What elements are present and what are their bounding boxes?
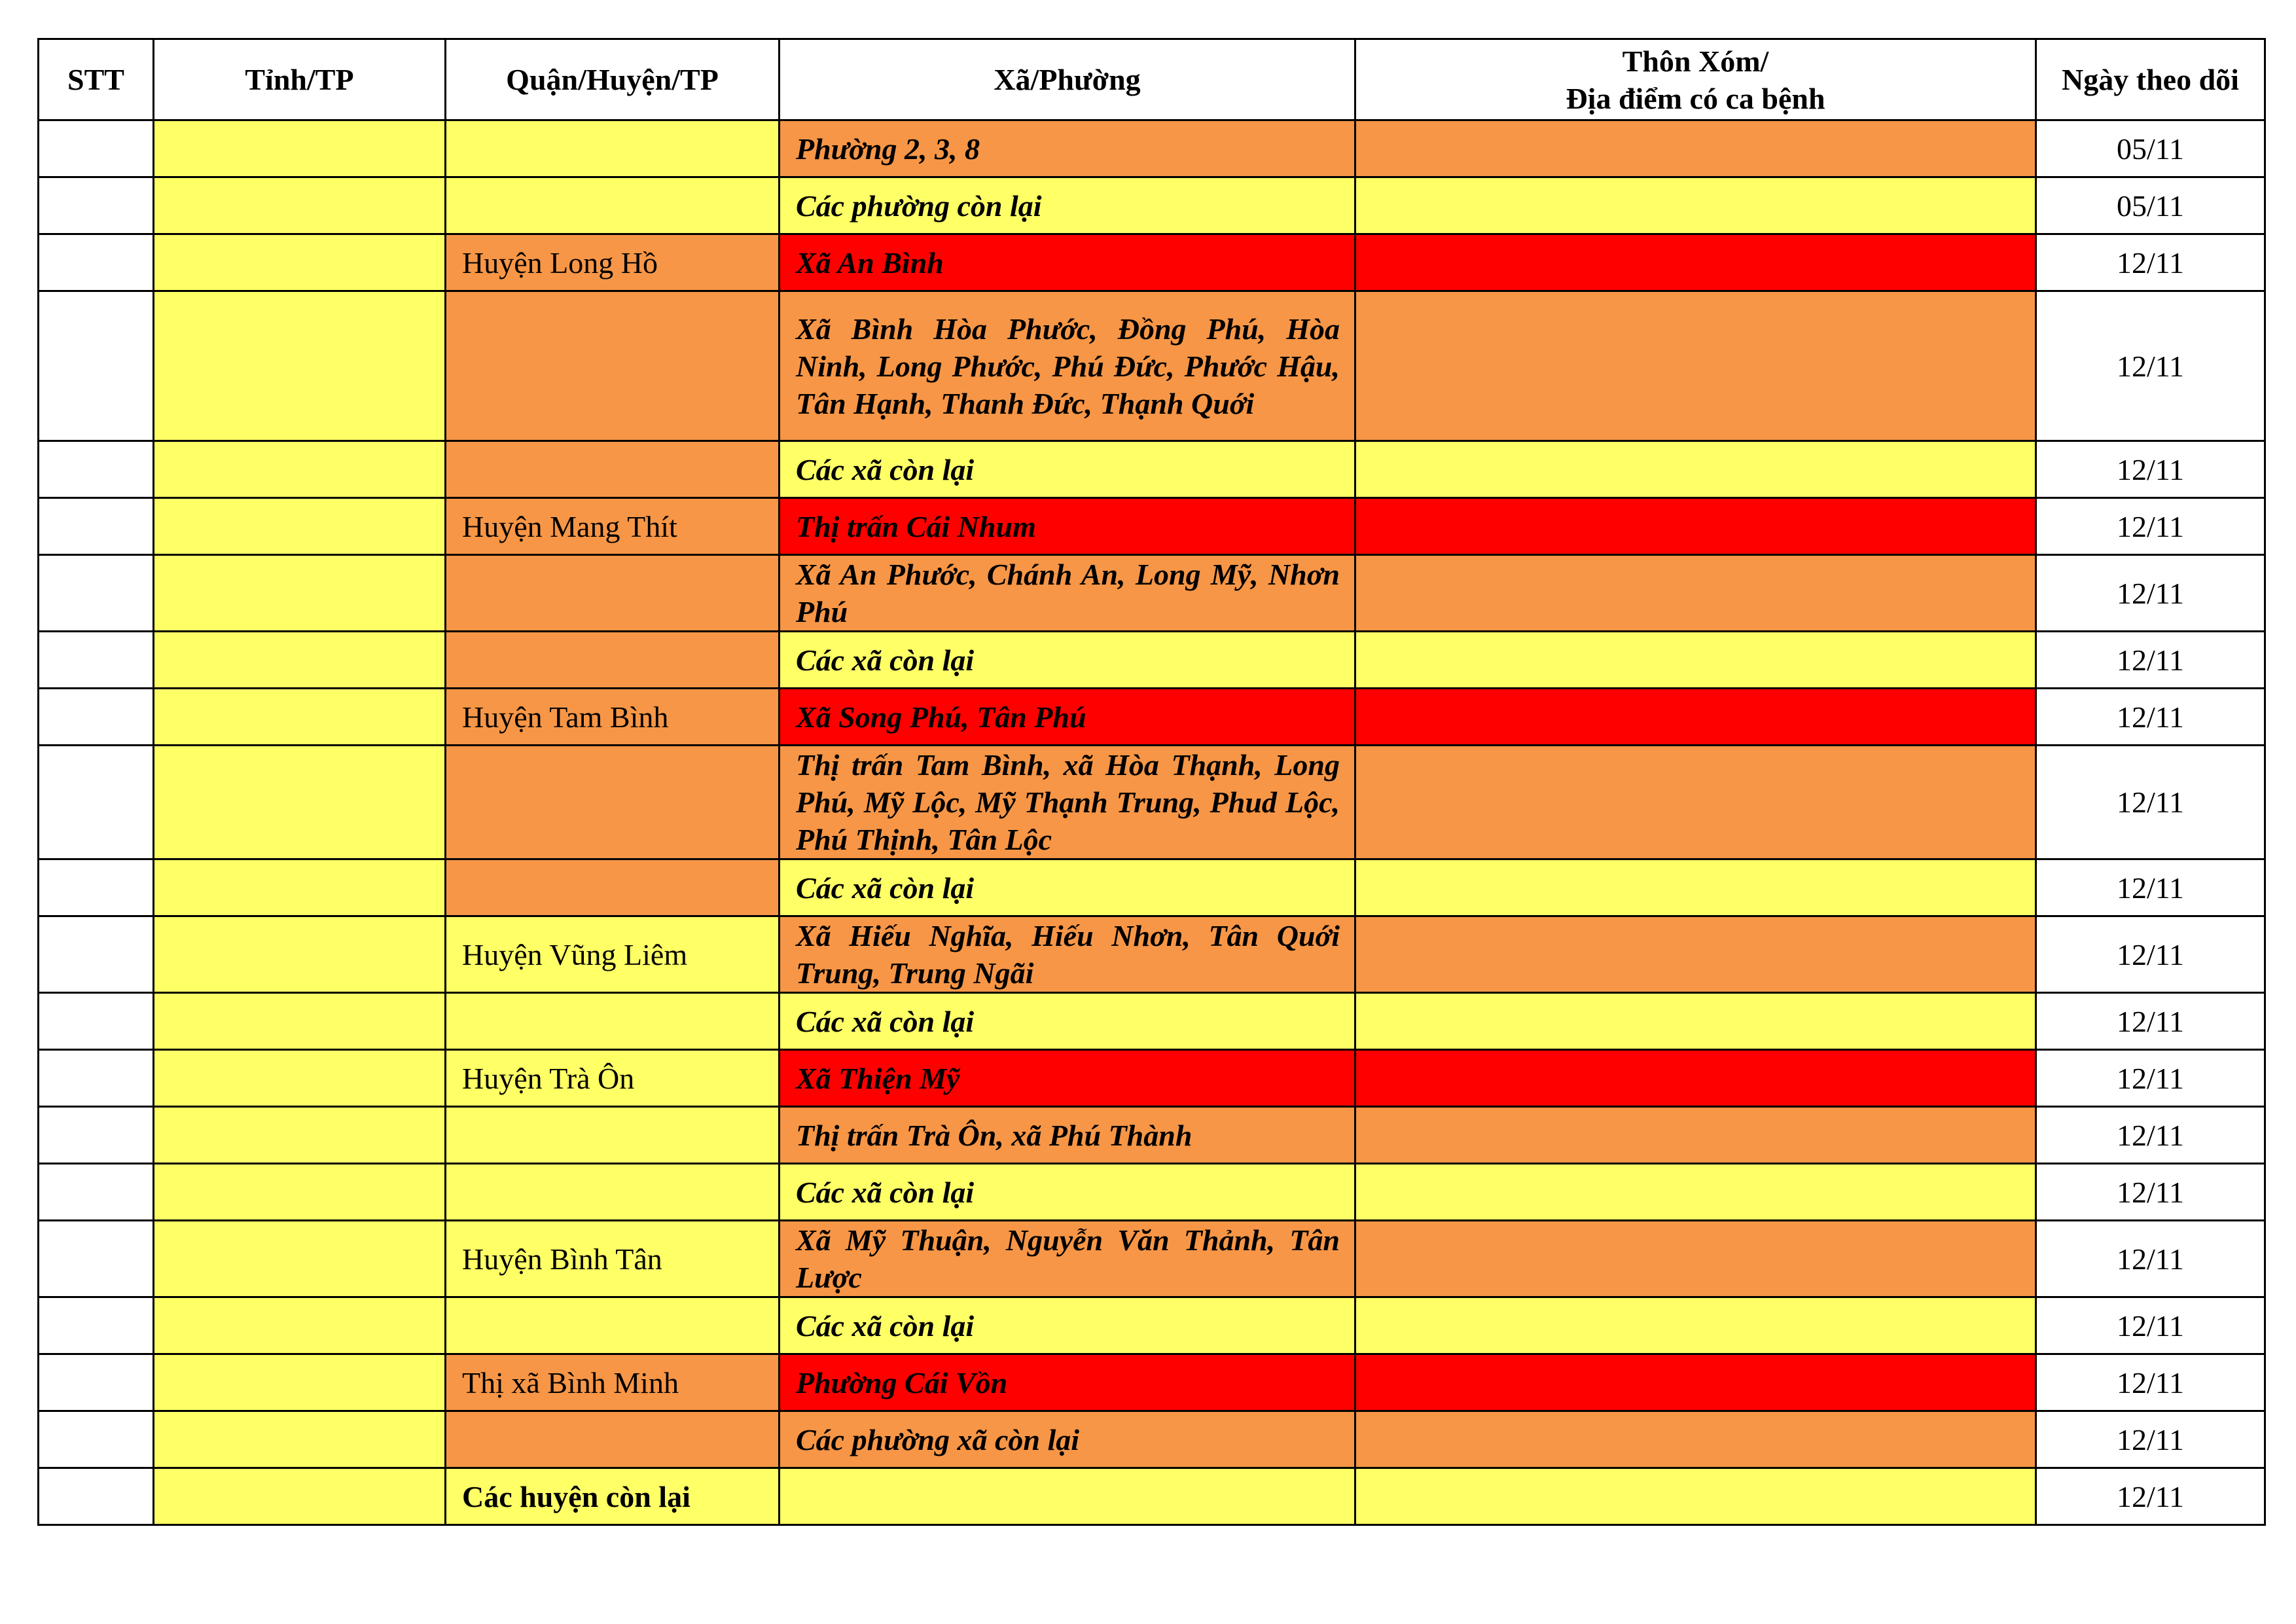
- table-row: [39, 993, 2265, 1050]
- table-row: [39, 1107, 2265, 1164]
- stt-cell: [39, 993, 154, 1050]
- stt-cell: [39, 1354, 154, 1411]
- date-cell: 12/11: [2036, 1297, 2265, 1354]
- commune-cell: Xã Thiện Mỹ: [780, 1050, 1355, 1107]
- commune-cell: Các phường còn lại: [780, 177, 1355, 234]
- header-village-line1: Thôn Xóm/: [1622, 44, 1769, 78]
- district-cell: Huyện Bình Tân: [446, 1221, 780, 1297]
- stt-cell: [39, 1297, 154, 1354]
- village-cell: [1355, 234, 2036, 291]
- province-cell: [154, 1468, 446, 1525]
- commune-cell: Phường Cái Vồn: [780, 1354, 1355, 1411]
- district-cell: Huyện Tam Bình: [446, 689, 780, 746]
- commune-cell: [780, 1468, 1355, 1525]
- table-row: [39, 1221, 2265, 1297]
- date-cell: 12/11: [2036, 1354, 2265, 1411]
- covid-zone-table: [37, 38, 2266, 1526]
- header-province: Tỉnh/TP: [154, 39, 446, 120]
- date-cell: 12/11: [2036, 1164, 2265, 1221]
- commune-cell: Thị trấn Cái Nhum: [780, 498, 1355, 555]
- village-cell: [1355, 1050, 2036, 1107]
- date-cell: 12/11: [2036, 441, 2265, 498]
- district-cell: Các huyện còn lại: [446, 1468, 780, 1525]
- district-cell: [446, 746, 780, 859]
- commune-cell: Thị trấn Tam Bình, xã Hòa Thạnh, Long Phú, Mỹ Lộc, Mỹ Thạnh Trung, Phud Lộc, Phú Thịnh, Tân Lộc: [780, 746, 1355, 859]
- district-cell: [446, 555, 780, 632]
- village-cell: [1355, 632, 2036, 689]
- district-cell: [446, 1411, 780, 1468]
- village-cell: [1355, 916, 2036, 993]
- table-row: [39, 555, 2265, 632]
- commune-cell: Phường 2, 3, 8: [780, 120, 1355, 177]
- date-cell: 12/11: [2036, 498, 2265, 555]
- table-row: [39, 1164, 2265, 1221]
- province-cell: [154, 1107, 446, 1164]
- village-cell: [1355, 1354, 2036, 1411]
- province-cell: [154, 1164, 446, 1221]
- district-cell: [446, 120, 780, 177]
- header-row: [39, 39, 2265, 120]
- province-cell: [154, 234, 446, 291]
- village-cell: [1355, 441, 2036, 498]
- stt-cell: [39, 689, 154, 746]
- village-cell: [1355, 1221, 2036, 1297]
- table-row: [39, 291, 2265, 441]
- table-body: [39, 120, 2265, 1525]
- commune-cell: Các xã còn lại: [780, 632, 1355, 689]
- table-row: [39, 234, 2265, 291]
- commune-cell: Xã An Phước, Chánh An, Long Mỹ, Nhơn Phú: [780, 555, 1355, 632]
- header-district: Quận/Huyện/TP: [446, 39, 780, 120]
- table-row: [39, 1050, 2265, 1107]
- stt-cell: [39, 291, 154, 441]
- header-commune: Xã/Phường: [780, 39, 1355, 120]
- table-row: [39, 689, 2265, 746]
- stt-cell: [39, 234, 154, 291]
- village-cell: [1355, 177, 2036, 234]
- village-cell: [1355, 1468, 2036, 1525]
- date-cell: 12/11: [2036, 993, 2265, 1050]
- stt-cell: [39, 1050, 154, 1107]
- province-cell: [154, 441, 446, 498]
- header-village: [1355, 39, 2036, 120]
- date-cell: 12/11: [2036, 1411, 2265, 1468]
- header-stt: STT: [39, 39, 154, 120]
- village-cell: [1355, 498, 2036, 555]
- table-row: [39, 1297, 2265, 1354]
- table-row: [39, 498, 2265, 555]
- province-cell: [154, 120, 446, 177]
- date-cell: 05/11: [2036, 177, 2265, 234]
- stt-cell: [39, 177, 154, 234]
- commune-cell: Xã Bình Hòa Phước, Đồng Phú, Hòa Ninh, Long Phước, Phú Đức, Phước Hậu, Tân Hạnh, Thanh Đức, Thạnh Quới: [780, 291, 1355, 441]
- province-cell: [154, 1050, 446, 1107]
- province-cell: [154, 555, 446, 632]
- commune-cell: Các xã còn lại: [780, 1297, 1355, 1354]
- district-cell: [446, 859, 780, 916]
- province-cell: [154, 1221, 446, 1297]
- province-cell: [154, 177, 446, 234]
- stt-cell: [39, 1164, 154, 1221]
- table-row: [39, 746, 2265, 859]
- stt-cell: [39, 1411, 154, 1468]
- village-cell: [1355, 120, 2036, 177]
- district-cell: [446, 1297, 780, 1354]
- stt-cell: [39, 498, 154, 555]
- table-row: [39, 1468, 2265, 1525]
- village-cell: [1355, 1164, 2036, 1221]
- table-row: [39, 177, 2265, 234]
- table-row: [39, 859, 2265, 916]
- village-cell: [1355, 555, 2036, 632]
- commune-cell: Các xã còn lại: [780, 1164, 1355, 1221]
- district-cell: Huyện Vũng Liêm: [446, 916, 780, 993]
- district-cell: [446, 1164, 780, 1221]
- commune-cell: Xã An Bình: [780, 234, 1355, 291]
- date-cell: 05/11: [2036, 120, 2265, 177]
- district-cell: Thị xã Bình Minh: [446, 1354, 780, 1411]
- header-village-line2: Địa điểm có ca bệnh: [1566, 81, 1825, 115]
- district-cell: [446, 993, 780, 1050]
- village-cell: [1355, 1411, 2036, 1468]
- stt-cell: [39, 555, 154, 632]
- commune-cell: Các xã còn lại: [780, 441, 1355, 498]
- province-cell: [154, 859, 446, 916]
- village-cell: [1355, 1107, 2036, 1164]
- province-cell: [154, 632, 446, 689]
- stt-cell: [39, 1107, 154, 1164]
- stt-cell: [39, 859, 154, 916]
- district-cell: Huyện Mang Thít: [446, 498, 780, 555]
- village-cell: [1355, 993, 2036, 1050]
- district-cell: [446, 1107, 780, 1164]
- date-cell: 12/11: [2036, 859, 2265, 916]
- province-cell: [154, 291, 446, 441]
- village-cell: [1355, 291, 2036, 441]
- district-cell: [446, 441, 780, 498]
- date-cell: 12/11: [2036, 234, 2265, 291]
- district-cell: Huyện Trà Ôn: [446, 1050, 780, 1107]
- commune-cell: Xã Mỹ Thuận, Nguyễn Văn Thảnh, Tân Lược: [780, 1221, 1355, 1297]
- province-cell: [154, 1297, 446, 1354]
- province-cell: [154, 689, 446, 746]
- stt-cell: [39, 1221, 154, 1297]
- commune-cell: Các phường xã còn lại: [780, 1411, 1355, 1468]
- commune-cell: Xã Song Phú, Tân Phú: [780, 689, 1355, 746]
- commune-cell: Thị trấn Trà Ôn, xã Phú Thành: [780, 1107, 1355, 1164]
- commune-cell: Các xã còn lại: [780, 993, 1355, 1050]
- date-cell: 12/11: [2036, 291, 2265, 441]
- stt-cell: [39, 916, 154, 993]
- date-cell: 12/11: [2036, 746, 2265, 859]
- district-cell: [446, 632, 780, 689]
- table-row: [39, 441, 2265, 498]
- commune-cell: Xã Hiếu Nghĩa, Hiếu Nhơn, Tân Quới Trung, Trung Ngãi: [780, 916, 1355, 993]
- village-cell: [1355, 1297, 2036, 1354]
- province-cell: [154, 746, 446, 859]
- province-cell: [154, 1411, 446, 1468]
- stt-cell: [39, 441, 154, 498]
- date-cell: 12/11: [2036, 916, 2265, 993]
- table-row: [39, 916, 2265, 993]
- stt-cell: [39, 746, 154, 859]
- village-cell: [1355, 689, 2036, 746]
- village-cell: [1355, 859, 2036, 916]
- village-cell: [1355, 746, 2036, 859]
- date-cell: 12/11: [2036, 689, 2265, 746]
- district-cell: Huyện Long Hồ: [446, 234, 780, 291]
- date-cell: 12/11: [2036, 1107, 2265, 1164]
- district-cell: [446, 177, 780, 234]
- province-cell: [154, 916, 446, 993]
- date-cell: 12/11: [2036, 555, 2265, 632]
- district-cell: [446, 291, 780, 441]
- province-cell: [154, 1354, 446, 1411]
- commune-cell: Các xã còn lại: [780, 859, 1355, 916]
- table-row: [39, 1411, 2265, 1468]
- stt-cell: [39, 632, 154, 689]
- date-cell: 12/11: [2036, 632, 2265, 689]
- date-cell: 12/11: [2036, 1468, 2265, 1525]
- table-row: [39, 1354, 2265, 1411]
- stt-cell: [39, 1468, 154, 1525]
- province-cell: [154, 993, 446, 1050]
- table-row: [39, 120, 2265, 177]
- date-cell: 12/11: [2036, 1221, 2265, 1297]
- header-date: Ngày theo dõi: [2036, 39, 2265, 120]
- stt-cell: [39, 120, 154, 177]
- province-cell: [154, 498, 446, 555]
- date-cell: 12/11: [2036, 1050, 2265, 1107]
- table-row: [39, 632, 2265, 689]
